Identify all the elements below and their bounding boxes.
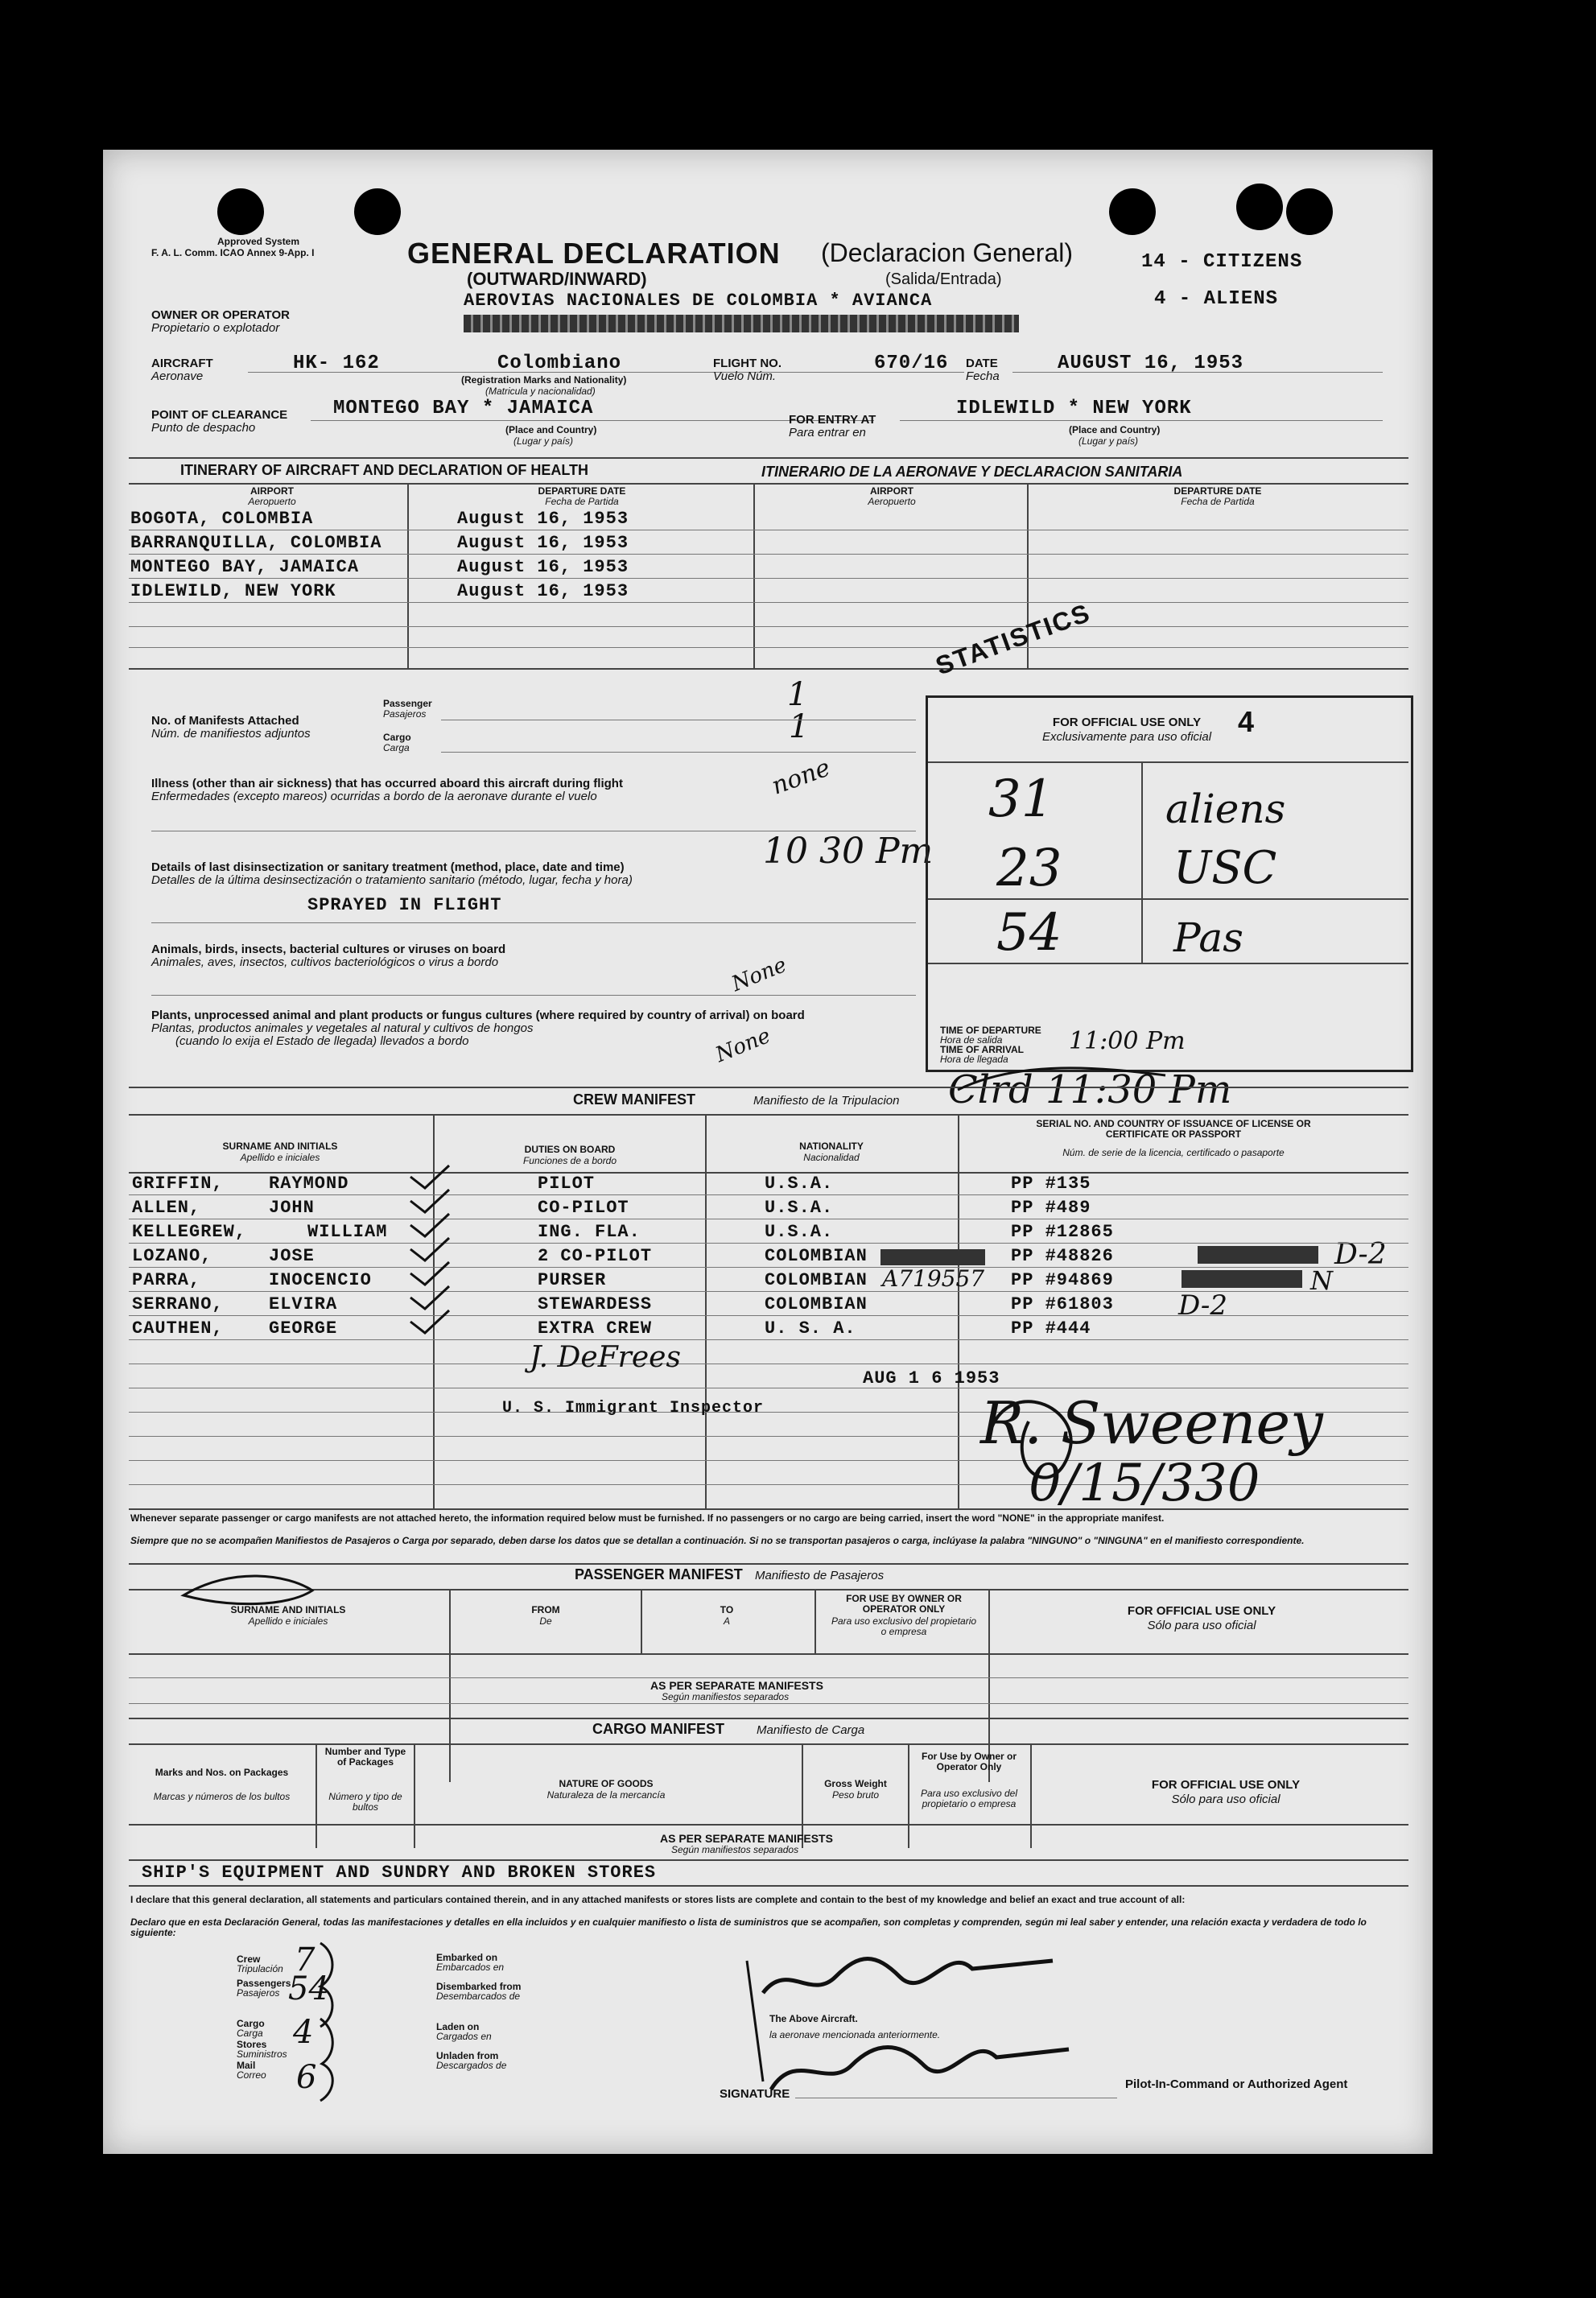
stores-label: Stores: [237, 2039, 267, 2050]
crew-surname: CAUTHEN,: [132, 1318, 224, 1339]
aircraft-registration: HK- 162: [293, 353, 380, 374]
crew-handwritten-number: A719557: [882, 1265, 985, 1292]
unladen-label-es: Descargados de: [436, 2060, 507, 2071]
owner-label: OWNER OR OPERATOR: [151, 308, 290, 322]
crew-col-name-es: Apellido e iniciales: [240, 1152, 320, 1163]
plants-label-es-2: (cuando lo exija el Estado de llegada) llevados a bordo: [175, 1034, 469, 1048]
cargo-manifest-count: 1: [789, 708, 810, 745]
cargo-col-goods: NATURE OF GOODS: [559, 1778, 654, 1789]
disinsect-label-es: Detalles de la última desinsectización o tratamiento sanitario (método, lugar, fecha y hora): [151, 873, 633, 887]
crew-passport: PP #48826: [1011, 1246, 1114, 1266]
notice-en: Whenever separate passenger or cargo manifests are not attached hereto, the information required below must be furnished. If no passengers or no cargo are being carried, insert the word "NONE" in the appropriate manifest.: [130, 1512, 1165, 1524]
cargo-col-official-es: Sólo para uso oficial: [1171, 1793, 1281, 1806]
crew-duty: 2 CO-PILOT: [538, 1246, 653, 1266]
sprayed-in-flight: SPRAYED IN FLIGHT: [307, 895, 502, 915]
crew-nationality: COLOMBIAN: [765, 1246, 868, 1266]
ships-equipment-heading: SHIP'S EQUIPMENT AND SUNDRY AND BROKEN STORES: [142, 1863, 657, 1883]
crew-col-nationality: NATIONALITY: [799, 1141, 864, 1152]
itinerary-date-2: August 16, 1953: [457, 533, 629, 553]
inspector-signature: J. DeFrees: [530, 1341, 681, 1374]
clearance-label: POINT OF CLEARANCE: [151, 408, 288, 422]
pilot-label: Pilot-In-Command or Authorized Agent: [1125, 2077, 1348, 2091]
illness-label: Illness (other than air sickness) that has occurred aboard this aircraft during flight: [151, 777, 623, 790]
itinerary-airport-3: MONTEGO BAY, JAMAICA: [130, 557, 360, 577]
passenger-col-to-es: A: [723, 1615, 730, 1627]
statistics-stamp: STATISTICS: [931, 597, 1095, 681]
aliens-count: 4 - ALIENS: [1154, 288, 1279, 310]
flight-number: 670/16: [874, 353, 949, 374]
unladen-label: Unladen from: [436, 2050, 499, 2061]
above-aircraft-label: The Above Aircraft.: [769, 2013, 858, 2024]
crew-label-es: Tripulación: [237, 1963, 283, 1974]
crew-passport: PP #61803: [1011, 1294, 1114, 1314]
departure-time-label-es: Hora de salida: [940, 1034, 1003, 1046]
flight-label: FLIGHT NO.: [713, 357, 782, 370]
owner-label-es: Propietario o explotador: [151, 321, 280, 335]
crew-initials: JOHN: [269, 1198, 315, 1218]
crew-nationality: COLOMBIAN: [765, 1294, 868, 1314]
crew-passport: PP #12865: [1011, 1222, 1114, 1242]
form-title-es: (Declaracion General): [821, 238, 1074, 267]
passengers-label: Passengers: [237, 1978, 291, 1989]
passenger-separate-es: Según manifiestos separados: [662, 1691, 790, 1702]
itinerary-airport-2: BARRANQUILLA, COLOMBIA: [130, 533, 382, 553]
animals-value: None: [728, 952, 790, 997]
entry-caption: (Place and Country): [1069, 424, 1161, 435]
entry-value: IDLEWILD * NEW YORK: [956, 398, 1192, 419]
embarked-label-es: Embarcados en: [436, 1962, 505, 1973]
crew-duty: EXTRA CREW: [538, 1318, 653, 1339]
crew-col-duties: DUTIES ON BOARD: [524, 1144, 616, 1155]
cargo-col-packages: Number and Type of Packages: [324, 1746, 406, 1768]
itinerary-heading: ITINERARY OF AIRCRAFT AND DECLARATION OF HEALTH: [180, 462, 588, 478]
signature-strokes: [103, 150, 1433, 2154]
col-departure-2: DEPARTURE DATE: [1173, 485, 1262, 497]
manifests-label: No. of Manifests Attached: [151, 714, 299, 728]
col-departure: DEPARTURE DATE: [538, 485, 626, 497]
date-label: DATE: [966, 357, 998, 370]
cargo-col-owner: For Use by Owner or Operator Only: [921, 1751, 1017, 1772]
arrival-time-value: 11:00 Pm: [1069, 1027, 1186, 1055]
inspection-stamp-date: AUG 1 6 1953: [863, 1368, 1000, 1388]
itinerary-heading-es: ITINERARIO DE LA AERONAVE Y DECLARACION SANITARIA: [761, 464, 1183, 480]
itinerary-airport-4: IDLEWILD, NEW YORK: [130, 581, 336, 601]
clearance-caption-es: (Lugar y país): [513, 435, 574, 447]
official-signature: R. Sweeney: [980, 1389, 1323, 1457]
col-departure-es: Fecha de Partida: [545, 496, 619, 507]
laden-label: Laden on: [436, 2021, 480, 2032]
cargo-manifest-heading: CARGO MANIFEST: [592, 1721, 724, 1737]
mail-label: Mail: [237, 2060, 256, 2071]
official-use-label-es: Exclusivamente para uso oficial: [1041, 730, 1212, 744]
entry-label: FOR ENTRY AT: [789, 413, 876, 427]
itinerary-airport-1: BOGOTA, COLOMBIA: [130, 509, 314, 529]
clearance-value: MONTEGO BAY * JAMAICA: [333, 398, 594, 419]
passengers-total: 54: [288, 1970, 329, 2007]
above-aircraft-label-es: la aeronave mencionada anteriormente.: [769, 2029, 941, 2040]
official-number: 0/15/330: [1029, 1454, 1260, 1513]
disinsect-time: 10 30 Pm: [763, 831, 934, 872]
passenger-col-owner-es: Para uso exclusivo del propietario o empresa: [831, 1615, 977, 1637]
plants-value: None: [711, 1023, 774, 1068]
declaration-en: I declare that this general declaration, all statements and particulars contained therein, and in any attached manifests or stores lists are complete and contain to the best of my knowledge and belief an exact and true account of all:: [130, 1894, 1186, 1905]
crew-col-license-es: Núm. de serie de la licencia, certificado o pasaporte: [1062, 1147, 1285, 1158]
mail-label-es: Correo: [237, 2069, 266, 2081]
col-departure-es-2: Fecha de Partida: [1181, 496, 1255, 507]
crew-col-nationality-es: Nacionalidad: [803, 1152, 860, 1163]
aircraft-nationality: Colombiano: [497, 353, 622, 374]
cargo-col-marks-es: Marcas y números de los bultos: [153, 1791, 291, 1802]
cargo-total-label-es: Carga: [237, 2028, 263, 2039]
embarked-label: Embarked on: [436, 1952, 498, 1963]
arrival-time-label: TIME OF ARRIVAL: [940, 1044, 1024, 1055]
crew-passport: PP #444: [1011, 1318, 1091, 1339]
cargo-separate-es: Según manifiestos separados: [671, 1844, 799, 1855]
cargo-total-label: Cargo: [237, 2018, 265, 2029]
approval-text: Approved System: [217, 236, 300, 247]
crew-surname: GRIFFIN,: [132, 1174, 224, 1194]
official-count-3: 54: [996, 903, 1062, 963]
crew-passport: PP #135: [1011, 1174, 1091, 1194]
crew-duty: CO-PILOT: [538, 1198, 629, 1218]
crew-surname: ALLEN,: [132, 1198, 201, 1218]
crew-heading: CREW MANIFEST: [573, 1091, 695, 1108]
crew-initials: JOSE: [269, 1246, 315, 1266]
crew-initials: RAYMOND: [269, 1174, 349, 1194]
citizens-count: 14 - CITIZENS: [1141, 251, 1303, 273]
direction: (OUTWARD/INWARD): [467, 269, 647, 289]
crew-total: 7: [295, 1941, 315, 1978]
official-label-3: Pas: [1173, 914, 1243, 961]
notice-es: Siempre que no se acompañen Manifiestos de Pasajeros o Carga por separado, deben darse los datos que se detallan a continuación. Si no se transportan pasajeros o carga, inclúyase la palabra "NINGUNO" o "NINGUNA" en el manifiesto correspondiente.: [130, 1535, 1305, 1546]
passenger-col-name: SURNAME AND INITIALS: [230, 1604, 346, 1615]
date-label-es: Fecha: [966, 369, 1000, 383]
passenger-label: Passenger: [383, 698, 432, 709]
cleared-time: Clrd 11:30 Pm: [948, 1067, 1232, 1112]
clearance-caption: (Place and Country): [505, 424, 597, 435]
clearance-label-es: Punto de despacho: [151, 421, 256, 435]
cargo-separate: AS PER SEPARATE MANIFESTS: [660, 1832, 833, 1845]
passenger-separate: AS PER SEPARATE MANIFESTS: [650, 1679, 823, 1692]
passenger-col-from: FROM: [531, 1604, 560, 1615]
cargo-total: 4: [293, 2014, 314, 2051]
crew-surname: KELLEGREW,: [132, 1222, 247, 1242]
flight-date: AUGUST 16, 1953: [1058, 353, 1244, 374]
crew-nationality: U. S. A.: [765, 1318, 856, 1339]
entry-caption-es: (Lugar y país): [1078, 435, 1139, 447]
official-count-2: 23: [996, 839, 1062, 898]
crew-label: Crew: [237, 1954, 261, 1965]
crew-surname: SERRANO,: [132, 1294, 224, 1314]
official-label-2: USC: [1173, 842, 1277, 894]
passenger-col-owner: FOR USE BY OWNER OR OPERATOR ONLY: [846, 1593, 962, 1615]
crew-initials: GEORGE: [269, 1318, 338, 1339]
crew-nationality: U.S.A.: [765, 1198, 834, 1218]
laden-label-es: Cargados en: [436, 2031, 492, 2042]
cargo-label: Cargo: [383, 732, 411, 743]
crew-initials: WILLIAM: [307, 1222, 388, 1242]
entry-label-es: Para entrar en: [789, 426, 866, 439]
manifests-label-es: Núm. de manifiestos adjuntos: [151, 727, 311, 741]
col-airport-es: Aeropuerto: [248, 496, 296, 507]
passenger-col-from-es: De: [539, 1615, 552, 1627]
crew-col-name: SURNAME AND INITIALS: [222, 1141, 338, 1152]
cargo-col-weight: Gross Weight: [824, 1778, 887, 1789]
crew-initials: INOCENCIO: [269, 1270, 372, 1290]
disembarked-label-es: Desembarcados de: [436, 1991, 521, 2002]
flight-label-es: Vuelo Núm.: [713, 369, 777, 383]
crew-heading-es: Manifiesto de la Tripulacion: [753, 1094, 900, 1108]
crew-nationality: U.S.A.: [765, 1222, 834, 1242]
departure-time-label: TIME OF DEPARTURE: [940, 1025, 1041, 1036]
crew-duty: STEWARDESS: [538, 1294, 653, 1314]
passenger-label-es: Pasajeros: [383, 708, 427, 720]
plants-label-es: Plantas, productos animales y vegetales al natural y cultivos de hongos: [151, 1021, 534, 1035]
itinerary-date-4: August 16, 1953: [457, 581, 629, 601]
itinerary-date-3: August 16, 1953: [457, 557, 629, 577]
crew-note: N: [1310, 1265, 1333, 1296]
crew-nationality: COLOMBIAN: [765, 1270, 868, 1290]
illness-label-es: Enfermedades (excepto mareos) ocurridas a bordo de la aeronave durante el vuelo: [151, 790, 597, 803]
cargo-col-official: FOR OFFICIAL USE ONLY: [1151, 1778, 1301, 1792]
crew-surname: LOZANO,: [132, 1246, 212, 1266]
document-page: [103, 150, 1433, 2154]
disembarked-label: Disembarked from: [436, 1981, 522, 1992]
crew-duty: PILOT: [538, 1174, 596, 1194]
illness-value: none: [768, 753, 835, 801]
col-airport: AIRPORT: [250, 485, 294, 497]
operator-name: AEROVIAS NACIONALES DE COLOMBIA * AVIANCA: [464, 291, 933, 311]
passenger-col-name-es: Apellido e iniciales: [248, 1615, 328, 1627]
crew-col-duties-es: Funciones de a bordo: [522, 1155, 617, 1166]
crew-passport: PP #489: [1011, 1198, 1091, 1218]
itinerary-date-1: August 16, 1953: [457, 509, 629, 529]
declaration-es: Declaro que en esta Declaración General, todas las manifestaciones y detalles en ella incluidos y en cualquier manifiesto o lista de suministros que se acompañen, son completas y comprenden, según mi leal saber y entender, una relación exacta y verdadera de todo lo siguiente:: [130, 1916, 1367, 1938]
cargo-col-weight-es: Peso bruto: [831, 1789, 880, 1801]
passenger-col-official-es: Sólo para uso oficial: [1147, 1619, 1256, 1632]
passengers-label-es: Pasajeros: [237, 1987, 280, 1999]
crew-initials: ELVIRA: [269, 1294, 338, 1314]
mail-total: 6: [296, 2059, 317, 2096]
official-use-number: 4: [1238, 705, 1255, 738]
crew-note: D-2: [1334, 1238, 1387, 1271]
cargo-manifest-heading-es: Manifiesto de Carga: [757, 1723, 865, 1737]
cargo-col-marks: Marks and Nos. on Packages: [155, 1767, 289, 1778]
official-use-label: FOR OFFICIAL USE ONLY: [1052, 716, 1202, 729]
inspector-label: U. S. Immigrant Inspector: [502, 1399, 765, 1417]
passenger-col-to: TO: [720, 1604, 734, 1615]
cargo-col-goods-es: Naturaleza de la mercancía: [546, 1789, 666, 1801]
crew-nationality: U.S.A.: [765, 1174, 834, 1194]
stores-label-es: Suministros: [237, 2048, 287, 2060]
registration-caption: (Registration Marks and Nationality): [461, 374, 627, 386]
disinsect-label: Details of last disinsectization or sanitary treatment (method, place, date and time): [151, 860, 625, 874]
passenger-manifest-heading: PASSENGER MANIFEST: [575, 1566, 743, 1582]
plants-label: Plants, unprocessed animal and plant products or fungus cultures (where required by country of arrival) on board: [151, 1009, 805, 1022]
form-title: GENERAL DECLARATION: [407, 237, 781, 270]
registration-caption-es: (Matricula y nacionalidad): [485, 386, 596, 397]
crew-note: D-2: [1178, 1289, 1228, 1322]
col-airport-2: AIRPORT: [870, 485, 913, 497]
direction-es: (Salida/Entrada): [885, 270, 1002, 288]
passenger-col-official: FOR OFFICIAL USE ONLY: [1127, 1604, 1276, 1618]
arrival-time-label-es: Hora de llegada: [940, 1054, 1008, 1065]
official-count-1: 31: [988, 769, 1054, 829]
animals-label: Animals, birds, insects, bacterial cultures or viruses on board: [151, 943, 506, 956]
cargo-label-es: Carga: [383, 742, 410, 753]
cargo-col-owner-es: Para uso exclusivo del propietario o empresa: [920, 1788, 1018, 1809]
crew-passport: PP #94869: [1011, 1270, 1114, 1290]
crew-duty: ING. FLA.: [538, 1222, 641, 1242]
aircraft-label: AIRCRAFT: [151, 357, 213, 370]
crew-duty: PURSER: [538, 1270, 607, 1290]
aircraft-label-es: Aeronave: [151, 369, 204, 383]
signature-label: SIGNATURE: [720, 2087, 790, 2101]
cargo-col-packages-es: Número y tipo de bultos: [328, 1791, 402, 1813]
passenger-manifest-heading-es: Manifiesto de Pasajeros: [755, 1569, 885, 1582]
official-label-1: aliens: [1165, 786, 1286, 832]
animals-label-es: Animales, aves, insectos, cultivos bacteriológicos o virus a bordo: [151, 955, 499, 969]
passenger-manifest-count: 1: [787, 676, 808, 713]
crew-col-license: SERIAL NO. AND COUNTRY OF ISSUANCE OF LICENSE OR CERTIFICATE OR PASSPORT: [1036, 1118, 1311, 1140]
crew-surname: PARRA,: [132, 1270, 201, 1290]
approval-text-2: F. A. L. Comm. ICAO Annex 9-App. I: [151, 247, 315, 258]
col-airport-es-2: Aeropuerto: [868, 496, 916, 507]
